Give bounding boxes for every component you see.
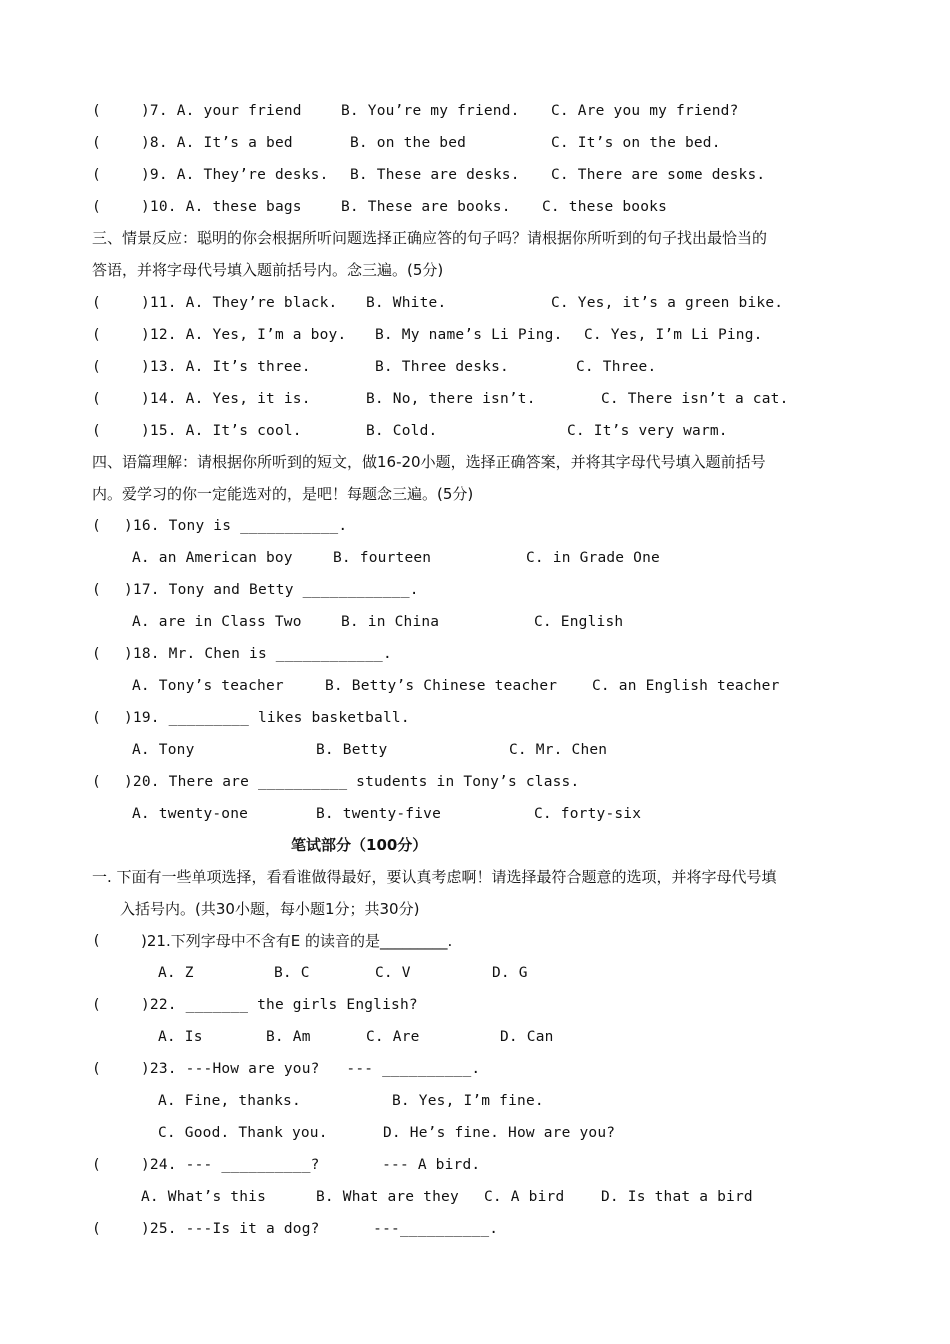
answer-paren: ( — [92, 1221, 101, 1237]
option-d: D. Can — [500, 1029, 554, 1045]
option-d: D. He’s fine. How are you? — [383, 1125, 616, 1141]
section-3-instruction-line2: 答语，并将字母代号填入题前括号内。念三遍。(5分) — [92, 261, 444, 279]
option-a: A. are in Class Two — [132, 614, 302, 630]
answer-paren: ( — [92, 710, 101, 726]
question-stem: )23. ---How are you? --- __________. — [141, 1061, 481, 1077]
question-stem: )19. _________ likes basketball. — [124, 710, 410, 726]
question-stem: )7. A. your friend — [141, 103, 302, 119]
option-c: C. It’s very warm. — [567, 423, 728, 439]
option-b: B. Am — [266, 1029, 311, 1045]
option-c: C. English — [534, 614, 624, 630]
option-b: B. These are desks. — [350, 167, 520, 183]
option-b: B. No, there isn’t. — [366, 391, 536, 407]
question-stem: )9. A. They’re desks. — [141, 167, 329, 183]
option-c: C. forty-six — [534, 806, 642, 822]
option-c: C. Are — [366, 1029, 420, 1045]
answer-paren: ( — [92, 997, 101, 1013]
question-stem: )13. A. It’s three. — [141, 359, 311, 375]
question-stem: )15. A. It’s cool. — [141, 423, 302, 439]
written-section-title: 笔试部分（100分） — [291, 836, 428, 854]
option-c: C. There isn’t a cat. — [601, 391, 789, 407]
option-c: C. Good. Thank you. — [158, 1125, 328, 1141]
answer-paren: ( — [92, 1061, 101, 1077]
option-b: B. You’re my friend. — [341, 103, 520, 119]
answer-paren: ( — [92, 774, 101, 790]
option-c: C. There are some desks. — [551, 167, 766, 183]
question-stem: )25. ---Is it a dog? ---__________. — [141, 1221, 499, 1237]
section-3-instruction-line1: 三、情景反应：聪明的你会根据所听问题选择正确应答的句子吗？请根据你所听到的句子找出最恰当的 — [92, 229, 768, 247]
answer-paren: ( — [92, 646, 101, 662]
option-c: C. A bird — [484, 1189, 565, 1205]
answer-paren: ( — [92, 391, 101, 407]
option-c: C. V — [375, 965, 411, 981]
option-c: C. Yes, I’m Li Ping. — [584, 327, 763, 343]
question-stem: )14. A. Yes, it is. — [141, 391, 311, 407]
option-c: C. these books — [542, 199, 668, 215]
answer-paren: ( — [92, 933, 101, 949]
option-c: C. Mr. Chen — [509, 742, 608, 758]
answer-paren: ( — [92, 295, 101, 311]
written-section-1-instruction-line1: 一. 下面有一些单项选择，看看谁做得最好，要认真考虑啊！请选择最符合题意的选项，并将字母代号填 — [92, 868, 777, 886]
option-b: B. Betty — [316, 742, 388, 758]
option-a: A. twenty-one — [132, 806, 249, 822]
question-stem: )10. A. these bags — [141, 199, 302, 215]
question-stem: )21.下列字母中不含有E 的读音的是_________. — [141, 932, 453, 950]
option-b: B. What are they — [316, 1189, 459, 1205]
answer-paren: ( — [92, 167, 101, 183]
option-b: B. Three desks. — [375, 359, 509, 375]
option-b: B. My name’s Li Ping. — [375, 327, 563, 343]
option-b: B. White. — [366, 295, 447, 311]
option-c: C. Are you my friend? — [551, 103, 739, 119]
answer-paren: ( — [92, 199, 101, 215]
option-b: B. C — [274, 965, 310, 981]
option-c: C. It’s on the bed. — [551, 135, 721, 151]
answer-paren: ( — [92, 518, 101, 534]
option-d: D. G — [492, 965, 528, 981]
answer-paren: ( — [92, 103, 101, 119]
question-stem: )18. Mr. Chen is ____________. — [124, 646, 392, 662]
option-a: A. Fine, thanks. — [158, 1093, 301, 1109]
answer-paren: ( — [92, 359, 101, 375]
section-4-instruction-line2: 内。爱学习的你一定能选对的，是吧！每题念三遍。(5分) — [92, 485, 474, 503]
option-b: B. Betty’s Chinese teacher — [325, 678, 558, 694]
question-stem: )11. A. They’re black. — [141, 295, 338, 311]
answer-paren: ( — [92, 423, 101, 439]
question-stem: )8. A. It’s a bed — [141, 135, 293, 151]
option-a: A. What’s this — [141, 1189, 267, 1205]
option-b: B. Yes, I’m fine. — [392, 1093, 544, 1109]
option-b: B. in China — [341, 614, 440, 630]
question-stem: )24. --- __________? --- A bird. — [141, 1157, 481, 1173]
option-a: A. Z — [158, 965, 194, 981]
question-stem: )20. There are __________ students in Tony’s class. — [124, 774, 580, 790]
written-section-1-instruction-line2: 入括号内。(共30小题，每小题1分；共30分) — [120, 900, 420, 918]
option-b: B. twenty-five — [316, 806, 442, 822]
option-a: A. Is — [158, 1029, 203, 1045]
question-stem: )17. Tony and Betty ____________. — [124, 582, 419, 598]
answer-paren: ( — [92, 1157, 101, 1173]
option-c: C. Three. — [576, 359, 657, 375]
section-4-instruction-line1: 四、语篇理解：请根据你所听到的短文，做16-20小题，选择正确答案，并将其字母代号填入题前括号 — [92, 453, 766, 471]
answer-paren: ( — [92, 327, 101, 343]
option-a: A. an American boy — [132, 550, 293, 566]
option-a: A. Tony — [132, 742, 195, 758]
option-b: B. fourteen — [333, 550, 432, 566]
option-d: D. Is that a bird — [601, 1189, 753, 1205]
option-c: C. in Grade One — [526, 550, 660, 566]
option-a: A. Tony’s teacher — [132, 678, 284, 694]
question-stem: )16. Tony is ___________. — [124, 518, 348, 534]
option-b: B. on the bed — [350, 135, 467, 151]
question-stem: )22. _______ the girls English? — [141, 997, 418, 1013]
option-b: B. Cold. — [366, 423, 438, 439]
question-stem: )12. A. Yes, I’m a boy. — [141, 327, 347, 343]
option-c: C. Yes, it’s a green bike. — [551, 295, 784, 311]
answer-paren: ( — [92, 135, 101, 151]
option-b: B. These are books. — [341, 199, 511, 215]
answer-paren: ( — [92, 582, 101, 598]
option-c: C. an English teacher — [592, 678, 780, 694]
